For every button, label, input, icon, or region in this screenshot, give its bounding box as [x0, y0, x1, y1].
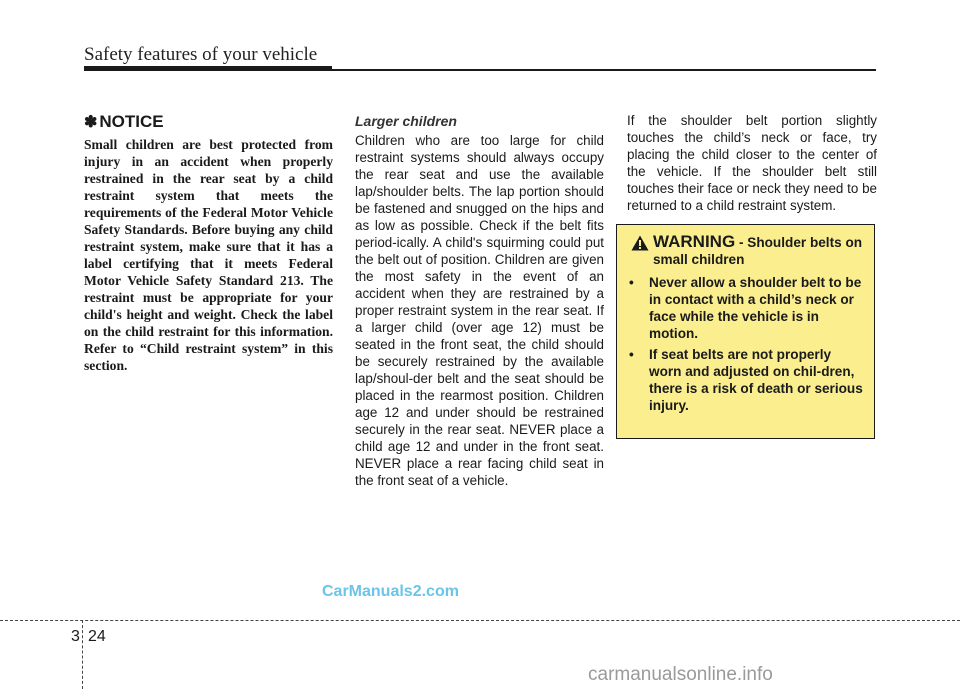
notice-mark-icon: ✽: [84, 114, 98, 131]
header-rule-thick: [84, 66, 332, 71]
warning-triangle-icon: [631, 235, 649, 251]
notice-heading-text: NOTICE: [99, 112, 164, 131]
warning-item-text: If seat belts are not properly worn and adjusted on chil-dren, there is a risk of death or serious injury.: [649, 347, 863, 413]
warning-heading: [627, 233, 866, 268]
page-number: 24: [88, 628, 106, 645]
footer-rule: [0, 620, 960, 621]
notice-heading: [84, 112, 333, 133]
shoulder-belt-column: [627, 112, 877, 214]
warning-list-item: [627, 274, 866, 342]
warning-item-text: Never allow a shoulder belt to be in contact with a child’s neck or face while the vehicle is in motion.: [649, 275, 862, 341]
warning-list-item: [627, 346, 866, 414]
warning-subtitle: - Shoulder belts on small children: [653, 235, 863, 267]
larger-children-heading: Larger children: [355, 113, 457, 129]
warning-title: WARNING: [653, 232, 736, 251]
bullet-icon: •: [629, 347, 634, 362]
warning-list: [627, 274, 866, 414]
shoulder-belt-body: If the shoulder belt portion slightly touches the child’s neck or face, try placing the child closer to the center of the vehicle. If the shoulder belt still touches their face or neck they need to be returned to a child restraint system.: [627, 113, 877, 213]
header-rule-thin: [332, 69, 876, 71]
chapter-number: 3: [71, 628, 80, 645]
page-header-title: Safety features of your vehicle: [84, 44, 318, 65]
notice-column: [84, 112, 333, 374]
footer-vertical-rule: [82, 620, 83, 689]
site-watermark: carmanualsonline.info: [588, 664, 773, 685]
notice-body: Small children are best protected from injury in an accident when properly restrained in the rear seat by a child restraint system that meets the requirements of the Federal Motor Vehicle Safety Standards. Before buying any child restraint system, make sure that it has a label certifying that it meets Federal Motor Vehicle Safety Standard 213. The restraint must be appropriate for your child's height and weight. Check the label on the child restraint for this information. Refer to “Child restraint system” in this section.: [84, 137, 333, 373]
warning-box: [616, 224, 875, 439]
larger-children-column: [355, 112, 604, 489]
bullet-icon: •: [629, 275, 634, 290]
larger-children-body: Children who are too large for child restraint systems should always occupy the rear seat and use the available lap/shoulder belts. The lap portion should be fastened and snugged on the hips and as low as possible. Check if the belt fits period-ically. A child's squirming could put the belt out of position. Children are given the most safety in the event of an accident when they are restrained by a proper restraint system in the rear seat. If a larger child (over age 12) must be seated in the front seat, the child should be securely restrained by the available lap/shoul-der belt and the seat should be placed in the rearmost position. Children age 12 and under should be restrained securely in the rear seat. NEVER place a child age 12 and under in the front seat. NEVER place a rear facing child seat in the front seat of a vehicle.: [355, 133, 604, 488]
carmanuals-watermark: CarManuals2.com: [322, 583, 459, 600]
